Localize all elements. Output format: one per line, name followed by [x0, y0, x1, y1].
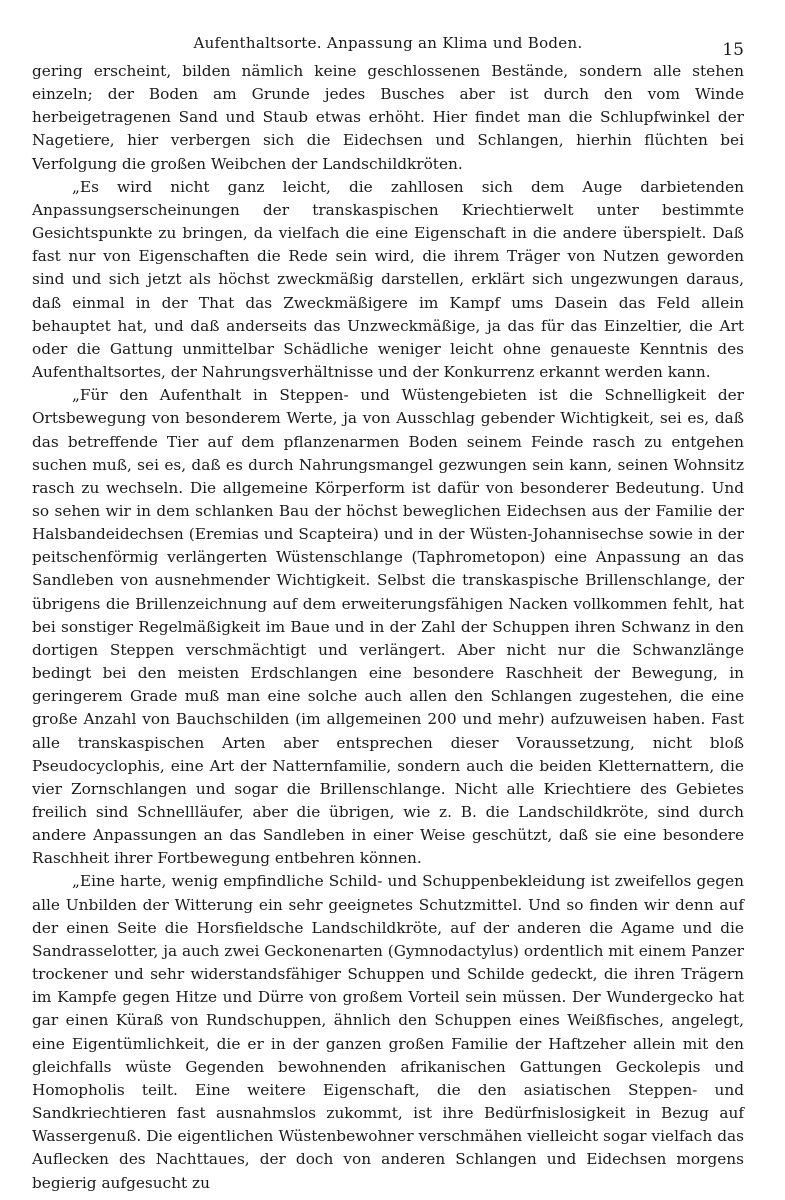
book-page [32, 30, 744, 1190]
running-title: Aufenthaltsorte. Anpassung an Klima und Boden. [193, 34, 583, 52]
paragraph: „Für den Aufenthalt in Steppen- und Wüstengebieten ist die Schnelligkeit der Ortsbewegung von besonderem Werte, ja von Ausschlag gebender Wichtigkeit, sei es, daß das betreffende Tier auf dem pflanzenarmen Boden seinem Feinde rasch zu entgehen suchen muß, sei es, daß es durch Nahrungsmangel gezwungen sein kann, seinen Wohnsitz rasch zu wechseln. Die allgemeine Körperform ist dafür von besonderer Bedeutung. Und so sehen wir in dem schlanken Bau der höchst beweglichen Eidechsen aus der Familie der Halsbandeidechsen (Eremias und Scapteira) und in der Wüsten-Johannisechse sowie in der peitschenförmig verlängerten Wüstenschlange (Taphrometopon) eine Anpassung an das Sandleben von ausnehmender Wichtigkeit. Selbst die transkaspische Brillenschlange, der übrigens die Brillenzeichnung auf dem erweiterungsfähigen Nacken vollkommen fehlt, hat bei sonstiger Regelmäßigkeit im Baue und in der Zahl der Schuppen ihren Schwanz in den dortigen Steppen verschmächtigt und verlängert. Aber nicht nur die Schwanzlänge bedingt bei den meisten Erdschlangen eine besondere Raschheit der Bewegung, in geringerem Grade muß man eine solche auch allen den Schlangen zugestehen, die eine große Anzahl von Bauchschilden (im allgemeinen 200 und mehr) aufzuweisen haben. Fast alle transkaspischen Arten aber entsprechen dieser Voraussetzung, nicht bloß Pseudocyclophis, eine Art der Natternfamilie, sondern auch die beiden Kletternattern, die vier Zornschlangen und sogar die Brillenschlange. Nicht alle Kriechtiere des Gebietes freilich sind Schnellläufer, aber die übrigen, wie z. B. die Landschildkröte, sind durch andere Anpassungen an das Sandleben in einer Weise geschützt, daß sie eine besondere Raschheit ihrer Fortbewegung entbehren können. [32, 386, 744, 868]
paragraph: „Es wird nicht ganz leicht, die zahllosen sich dem Auge darbietenden Anpassungserscheinungen der transkaspischen Kriechtierwelt unter bestimmte Gesichtspunkte zu bringen, da vielfach die eine Eigenschaft in die andere überspielt. Daß fast nur von Eigenschaften die Rede sein wird, die ihrem Träger von Nutzen geworden sind und sich jetzt als höchst zweckmäßig darstellen, erklärt sich ungezwungen daraus, daß einmal in der That das Zweckmäßigere im Kampf ums Dasein das Feld allein behauptet hat, und daß anderseits das Unzweckmäßige, ja das für das Einzeltier, die Art oder die Gattung unmittelbar Schädliche weniger leicht ohne genaueste Kenntnis des Aufenthaltsortes, der Nahrungsverhältnisse und der Konkurrenz erkannt werden kann. [32, 177, 744, 382]
body-text [32, 60, 744, 1195]
paragraph: „Eine harte, wenig empfindliche Schild- und Schuppenbekleidung ist zweifellos gegen alle Unbilden der Witterung ein sehr geeignetes Schutzmittel. Und so finden wir denn auf der einen Seite die Horsfieldsche Landschildkröte, auf der anderen die Agame und die Sandrasselotter, ja auch zwei Geckonenarten (Gymnodactylus) ordentlich mit einem Panzer trockener und sehr widerstandsfähiger Schuppen und Schilde gedeckt, die ihren Trägern im Kampfe gegen Hitze und Dürre von großem Vorteil sein müssen. Der Wundergecko hat gar einen Küraß von Rundschuppen, ähnlich den Schuppen eines Weißfisches, angelegt, eine Eigentümlichkeit, die er in der ganzen großen Familie der Haftzeher allein mit den gleichfalls wüste Gegenden bewohnenden afrikanischen Gattungen Geckolepis und Homopholis teilt. Eine weitere Eigenschaft, die den asiatischen Steppen- und Sandkriechtieren fast ausnahmslos zukommt, ist ihre Bedürfnislosigkeit in Bezug auf Wassergenuß. Die eigentlichen Wüstenbewohner verschmähen vielleicht sogar vielfach das Auflecken des Nachttaues, der doch von anderen Schlangen und Eidechsen morgens begierig aufgesucht zu [32, 872, 744, 1192]
paragraph: gering erscheint, bilden nämlich keine geschlossenen Bestände, sondern alle stehen einzeln; der Boden am Grunde jedes Busches aber ist durch den vom Winde herbeigetragenen Sand und Staub etwas erhöht. Hier findet man die Schlupfwinkel der Nagetiere, hier verbergen sich die Eidechsen und Schlangen, hierhin flüchten bei Verfolgung die großen Weibchen der Landschildkröten. [32, 62, 744, 173]
running-header [32, 30, 744, 60]
page-number: 15 [722, 40, 744, 60]
